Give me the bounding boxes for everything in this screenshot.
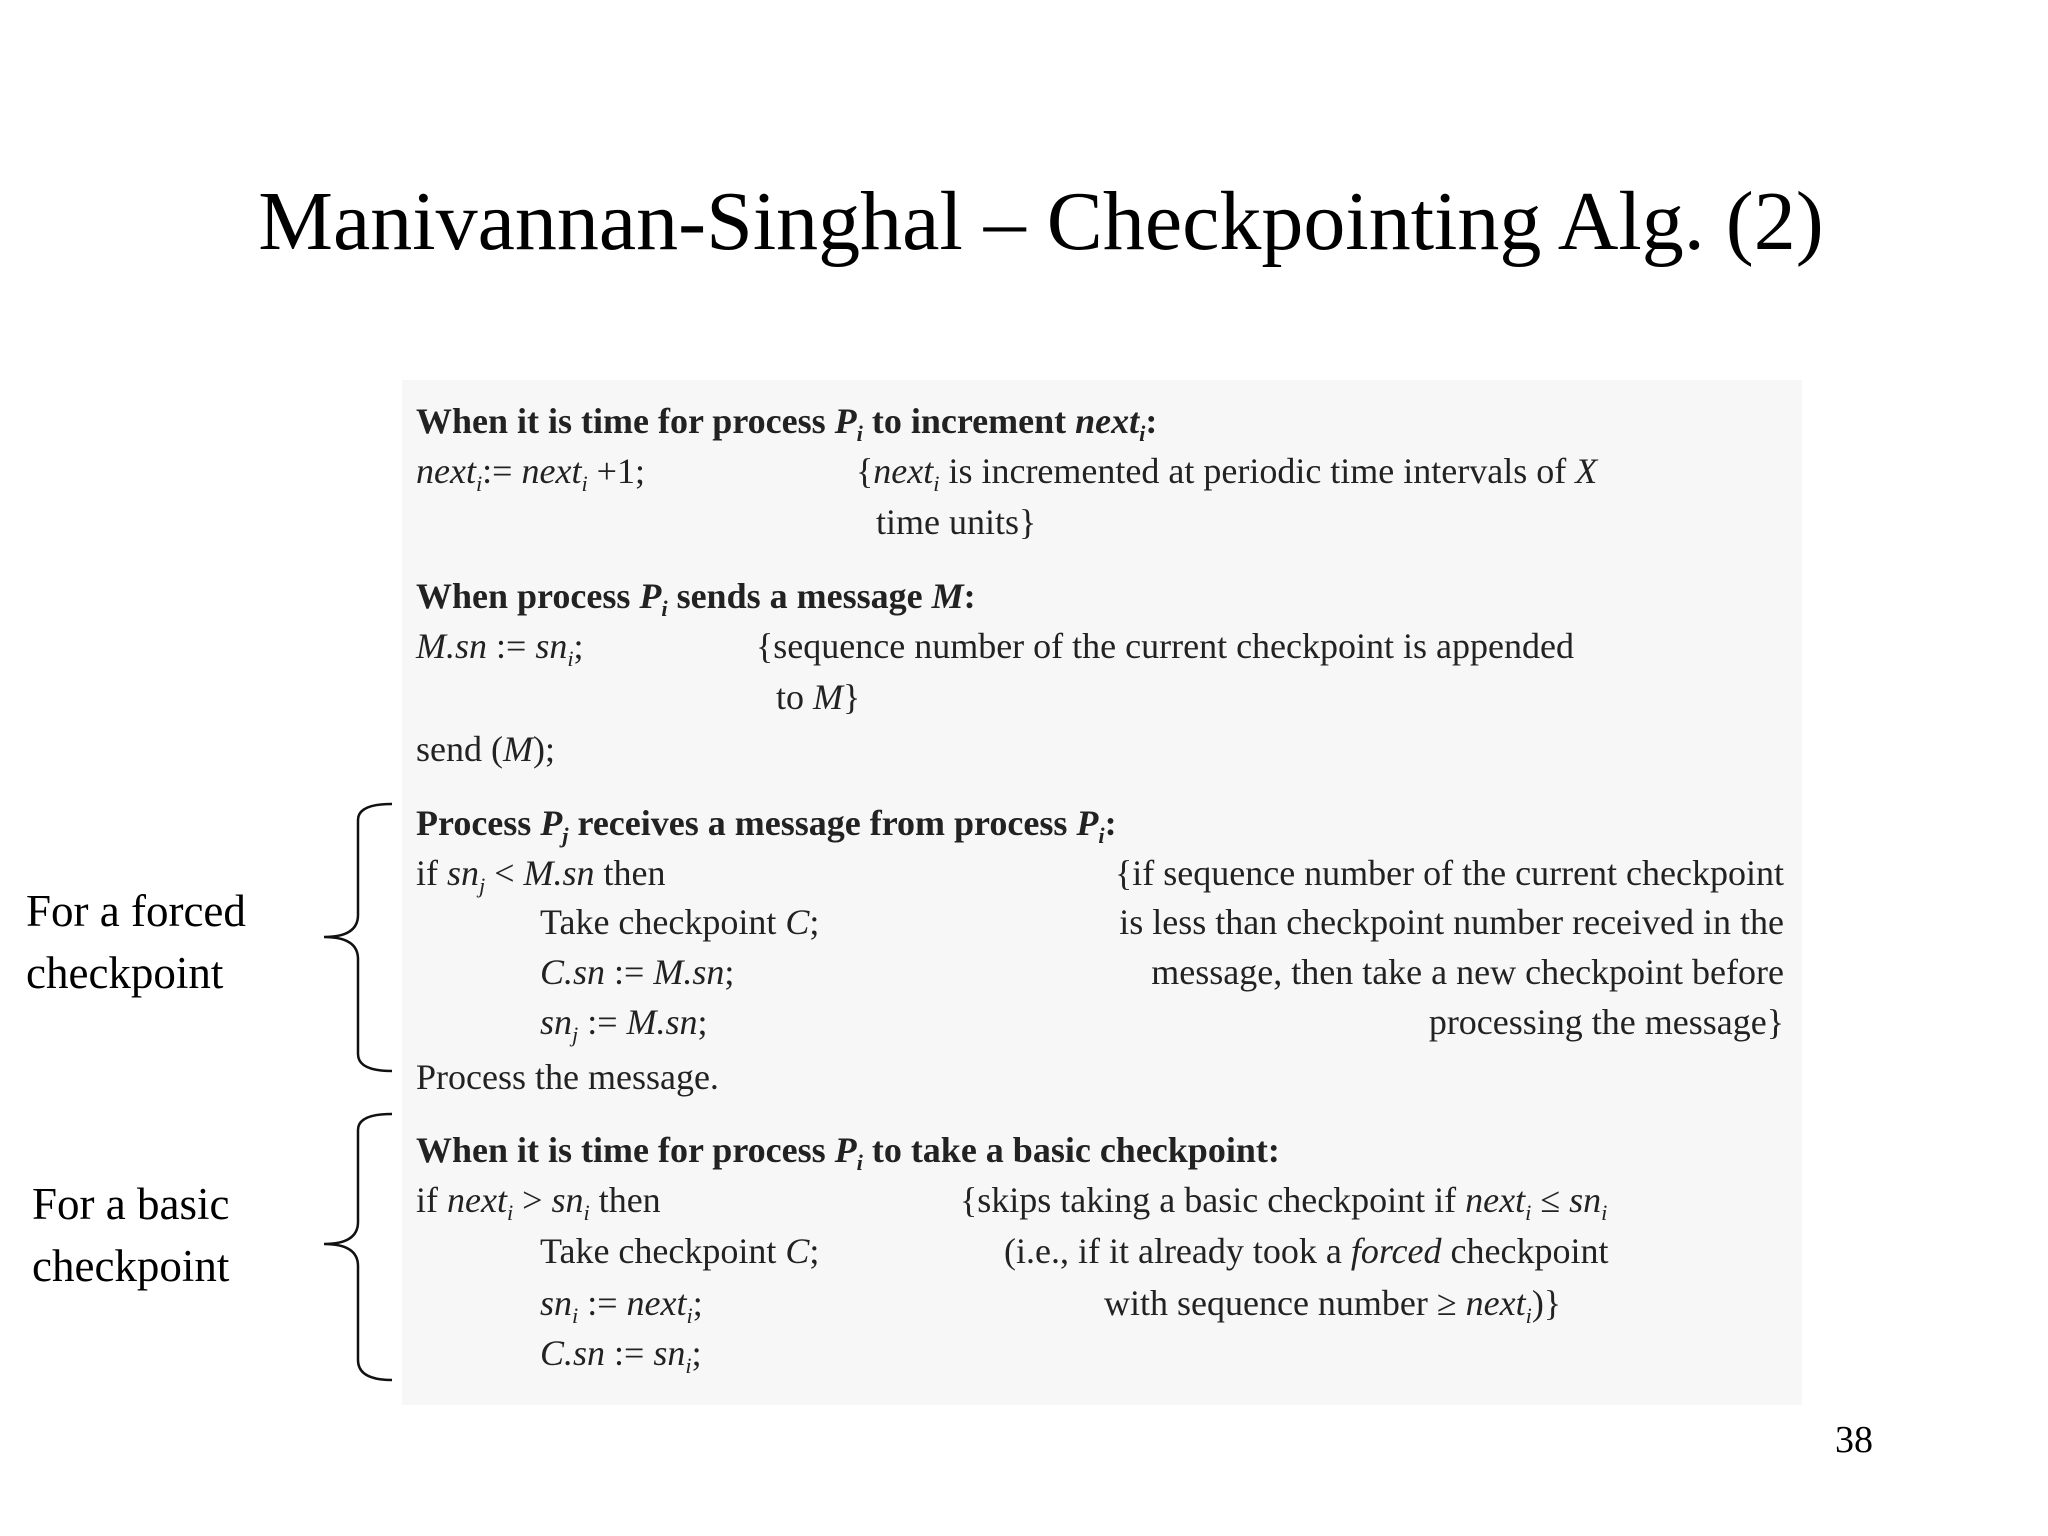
slide-title: Manivannan-Singhal – Checkpointing Alg. (2) bbox=[258, 175, 1824, 268]
s3-comment-line3: message, then take a new checkpoint before bbox=[1151, 952, 1784, 992]
s2-comment-line2: to M} bbox=[776, 677, 861, 717]
s2-send: send (M); bbox=[416, 729, 555, 769]
s4-if: if next$_i$ > $sn_i$ then bbox=[416, 1180, 661, 1225]
s3-take: Take checkpoint C; bbox=[540, 902, 820, 942]
s3-process: Process the message. bbox=[416, 1057, 719, 1097]
s1-comment-line2: time units} bbox=[876, 502, 1037, 542]
s1-code: next$_i$:= next$_i$ +1; bbox=[416, 451, 645, 496]
page-number: 38 bbox=[1835, 1419, 1873, 1461]
s4-comment-line1: {skips taking a basic checkpoint if next$_i$ ≤ $sn_i$ bbox=[960, 1180, 1608, 1225]
s3-comment-line1: {if sequence number of the current checkpoint bbox=[1114, 853, 1784, 893]
s3-if: if $sn_j < M.sn$ then bbox=[416, 853, 666, 898]
forced-checkpoint-brace bbox=[318, 800, 398, 1080]
s3-heading: Process $P_j$ receives a message from process $P_i$: bbox=[416, 803, 1117, 848]
basic-checkpoint-brace bbox=[318, 1110, 398, 1390]
s2-heading: When process $P_i$ sends a message M: bbox=[416, 576, 976, 621]
s4-comment-line3: with sequence number ≥ next$_i$)} bbox=[1104, 1283, 1562, 1328]
s2-code: M.sn := $sn_i$; bbox=[416, 626, 584, 671]
s3-comment-line4: processing the message} bbox=[1428, 1002, 1784, 1042]
s3-snj: $sn_j$ := M.sn; bbox=[540, 1002, 708, 1047]
forced-checkpoint-label: For a forced checkpoint bbox=[26, 886, 246, 998]
s3-comment-line2: is less than checkpoint number received in the bbox=[1119, 902, 1784, 942]
algorithm-box bbox=[402, 380, 1802, 1405]
s4-comment-line2: (i.e., if it already took a forced checkpoint bbox=[1004, 1231, 1609, 1271]
s2-comment-line1: {sequence number of the current checkpoint is appended bbox=[756, 626, 1574, 666]
s4-sni: $sn_i$ := next$_i$; bbox=[540, 1283, 703, 1328]
basic-checkpoint-label: For a basic checkpoint bbox=[32, 1179, 230, 1291]
s3-csn: C.sn := M.sn; bbox=[540, 952, 735, 992]
s4-heading: When it is time for process $P_i$ to take a basic checkpoint: bbox=[416, 1130, 1280, 1175]
s1-comment-line1: {next$_i$ is incremented at periodic time intervals of X bbox=[856, 451, 1598, 496]
s4-csn: C.sn := $sn_i$; bbox=[540, 1333, 702, 1378]
s4-take: Take checkpoint C; bbox=[540, 1231, 820, 1271]
s1-heading: When it is time for process $P_i$ to increment next$_i$: bbox=[416, 401, 1158, 446]
